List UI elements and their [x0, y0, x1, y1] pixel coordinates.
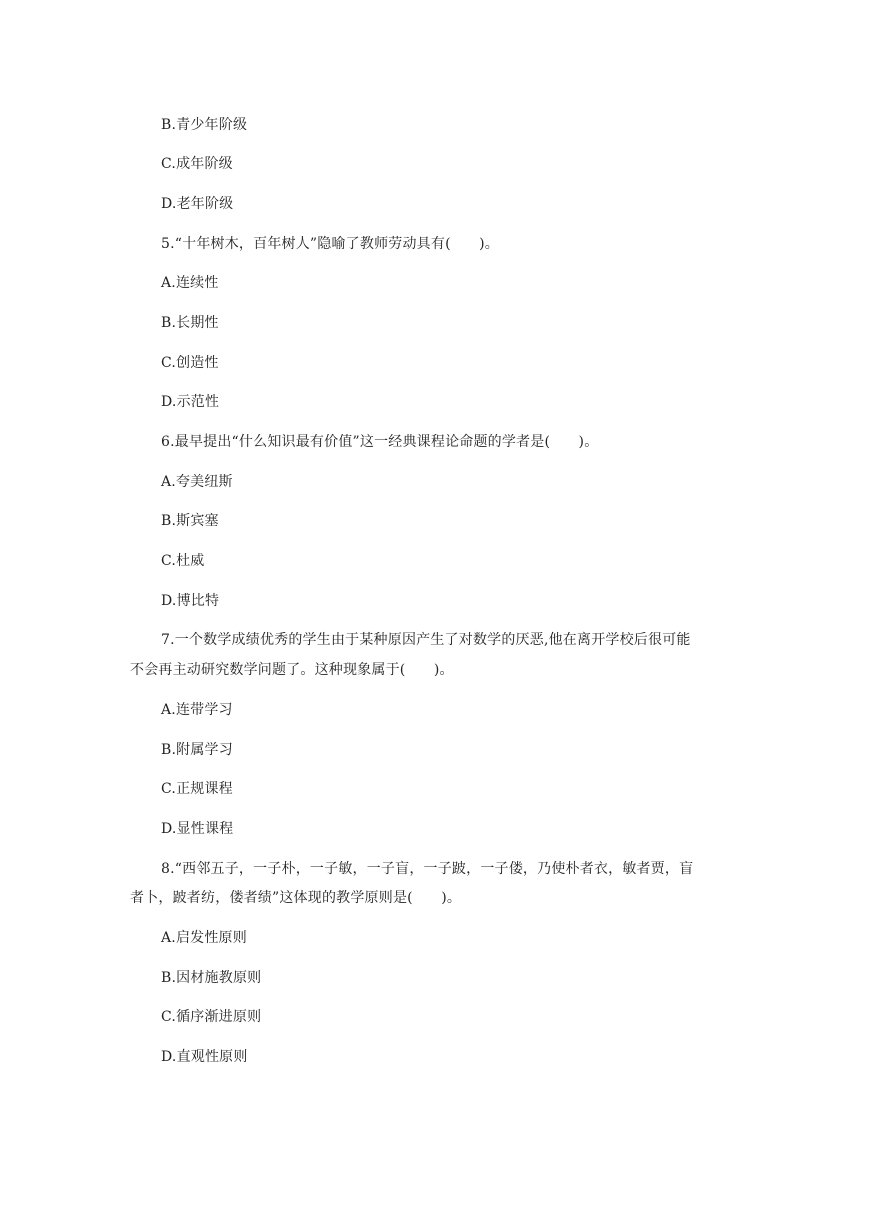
q4-option-c: C.成年阶级: [161, 156, 233, 172]
q8-option-b: B.因材施教原则: [161, 970, 262, 986]
q5-option-b: B.长期性: [161, 315, 219, 331]
q7-option-b: B.附属学习: [161, 742, 233, 758]
q6-option-d: D.博比特: [161, 593, 220, 609]
q8-option-a: A.启发性原则: [161, 930, 247, 946]
q8-option-c: C.循序渐进原则: [161, 1009, 262, 1025]
q8-stem-line1: 8.“西邻五子，一子朴，一子敏，一子盲，一子跛，一子偻，乃使朴者衣，敏者贾，盲: [161, 861, 694, 877]
q8-stem-line2: 者卜，跛者纺，偻者绩”这体现的教学原则是( )。: [130, 890, 462, 906]
q7-option-d: D.显性课程: [161, 821, 234, 837]
q5-option-a: A.连续性: [161, 275, 219, 291]
q8-option-d: D.直观性原则: [161, 1049, 248, 1065]
q5-option-d: D.示范性: [161, 394, 220, 410]
q7-stem-line1: 7.一个数学成绩优秀的学生由于某种原因产生了对数学的厌恶,他在离开学校后很可能: [161, 632, 691, 648]
q6-option-b: B.斯宾塞: [161, 513, 219, 529]
q4-option-b: B.青少年阶级: [161, 117, 248, 133]
q4-option-d: D.老年阶级: [161, 196, 234, 212]
q6-stem: 6.最早提出“什么知识最有价值”这一经典课程论命题的学者是( )。: [161, 434, 599, 450]
q7-option-a: A.连带学习: [161, 702, 233, 718]
q5-option-c: C.创造性: [161, 355, 219, 371]
q7-option-c: C.正规课程: [161, 781, 233, 797]
q7-stem-line2: 不会再主动研究数学问题了。这种现象属于( )。: [130, 662, 454, 678]
q6-option-c: C.杜威: [161, 553, 205, 569]
q6-option-a: A.夸美纽斯: [161, 474, 233, 490]
q5-stem: 5.“十年树木，百年树人”隐喻了教师劳动具有( )。: [161, 236, 499, 252]
